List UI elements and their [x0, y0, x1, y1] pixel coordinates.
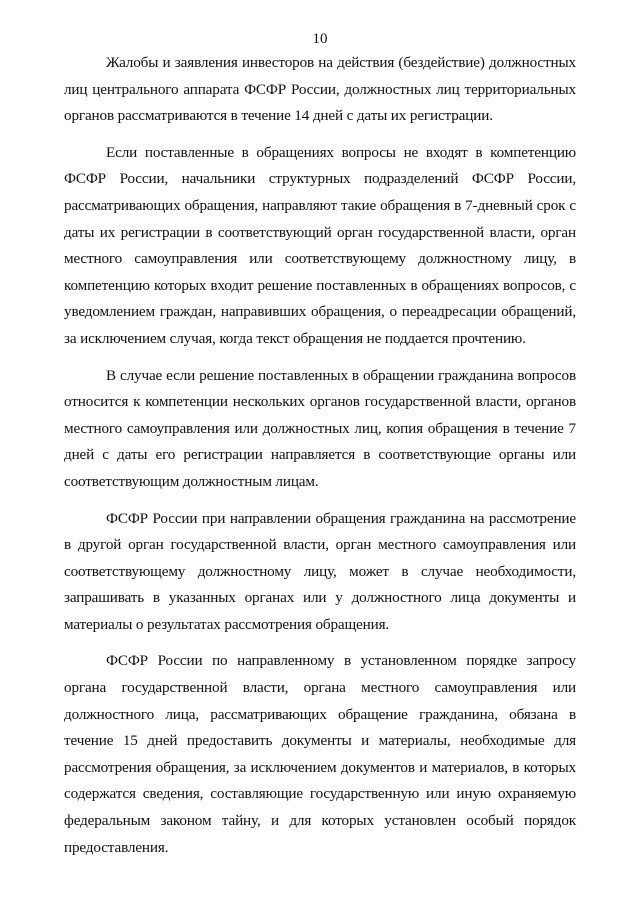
body-text — [64, 50, 576, 861]
paragraph-request-documents: ФСФР России при направлении обращения гражданина на рассмотрение в другой орган государственной власти, орган местного самоуправления или соответствующему должностному лицу, может в случае необходимости, запрашивать в указанных органах или у должностного лица документы и материалы о результатах рассмотрения обращения. — [64, 509, 576, 633]
paragraph-provide-materials: ФСФР России по направленному в установленном порядке запросу органа государственной власти, органа местного самоуправления или должностного лица, рассматривающих обращение гражданина, обязана в течение 15 дней предоставить документы и материалы, необходимые для рассмотрения обращения, за исключением документов и материалов, в которых содержатся сведения, составляющие государственную или иную охраняемую федеральным законом тайну, и для которых установлен особый порядок предоставления. — [64, 652, 576, 856]
paragraph-multiple-authorities: В случае если решение поставленных в обращении гражданина вопросов относится к компетенции нескольких органов государственной власти, органов местного самоуправления или должностных лиц, копия обращения в течение 7 дней с даты его регистрации направляется в соответствующие органы или соответствующим должностным лицам. — [64, 366, 576, 490]
paragraph-redirect-competence: Если поставленные в обращениях вопросы не входят в компетенцию ФСФР России, начальники структурных подразделений ФСФР России, рассматривающих обращения, направляют такие обращения в 7-дневный срок с даты их регистрации в соответствующий орган государственной власти, орган местного самоуправления или соответствующему должностному лицу, в компетенцию которых входит решение поставленных в обращениях вопросов, с уведомлением граждан, направивших обращения, о переадресации обращений, за исключением случая, когда текст обращения не поддается прочтению. — [64, 143, 576, 347]
page-number: 10 — [312, 31, 328, 47]
paragraph-complaints-timeline: Жалобы и заявления инвесторов на действия (бездействие) должностных лиц центрального аппарата ФСФР России, должностных лиц территориальных органов рассматриваются в течение 14 дней с даты их регистрации. — [64, 54, 576, 125]
